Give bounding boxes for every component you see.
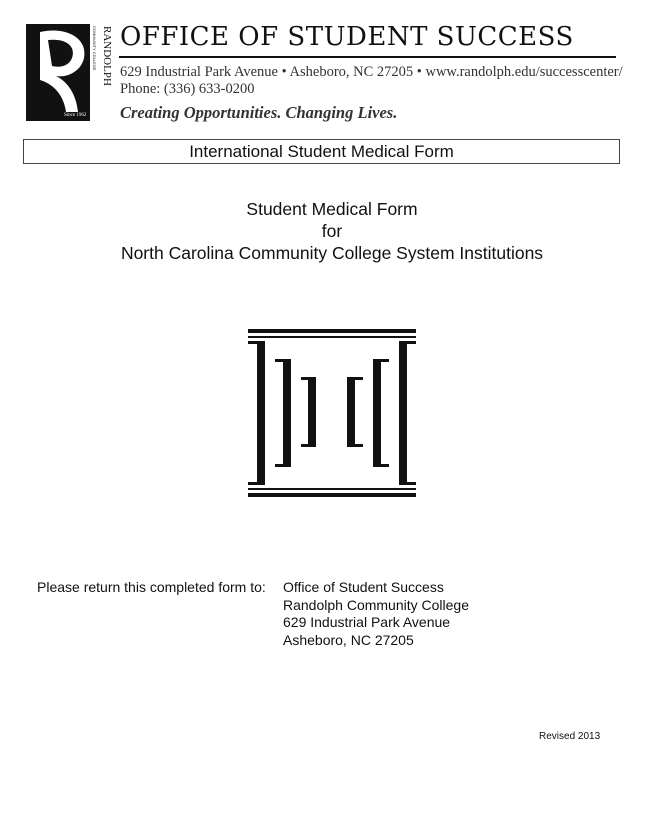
revision-note: Revised 2013 xyxy=(539,731,601,742)
office-address: 629 Industrial Park Avenue • Asheboro, NC 27205 • www.randolph.edu/successcenter/ xyxy=(120,64,623,80)
return-address-line: Office of Student Success xyxy=(283,579,444,595)
office-phone: Phone: (336) 633-0200 xyxy=(120,81,255,97)
tagline: Creating Opportunities. Changing Lives. xyxy=(120,103,398,122)
heading-line-3: North Carolina Community College System Institutions xyxy=(120,243,544,263)
return-address-block xyxy=(283,579,469,649)
return-instructions-label: Please return this completed form to: xyxy=(37,579,266,595)
office-title: OFFICE OF STUDENT SUCCESS xyxy=(120,22,574,52)
logo-since: Since 1962 xyxy=(64,113,87,118)
randolph-r-icon xyxy=(26,24,113,121)
logo-subtext: COMMUNITY COLLEGE xyxy=(92,26,97,71)
return-address-line: 629 Industrial Park Avenue xyxy=(283,614,451,630)
return-address-line: Randolph Community College xyxy=(283,596,469,613)
form-heading xyxy=(0,198,664,264)
form-title-box: International Student Medical Form xyxy=(23,139,620,164)
heading-line-1: Student Medical Form xyxy=(246,199,418,219)
logo-wordmark: RANDOLPH xyxy=(101,26,113,86)
randolph-logo xyxy=(26,24,113,121)
ncccs-emblem-icon xyxy=(246,328,418,498)
title-divider xyxy=(119,56,616,58)
heading-line-2: for xyxy=(321,221,343,241)
return-address-line: Asheboro, NC 27205 xyxy=(283,631,414,648)
